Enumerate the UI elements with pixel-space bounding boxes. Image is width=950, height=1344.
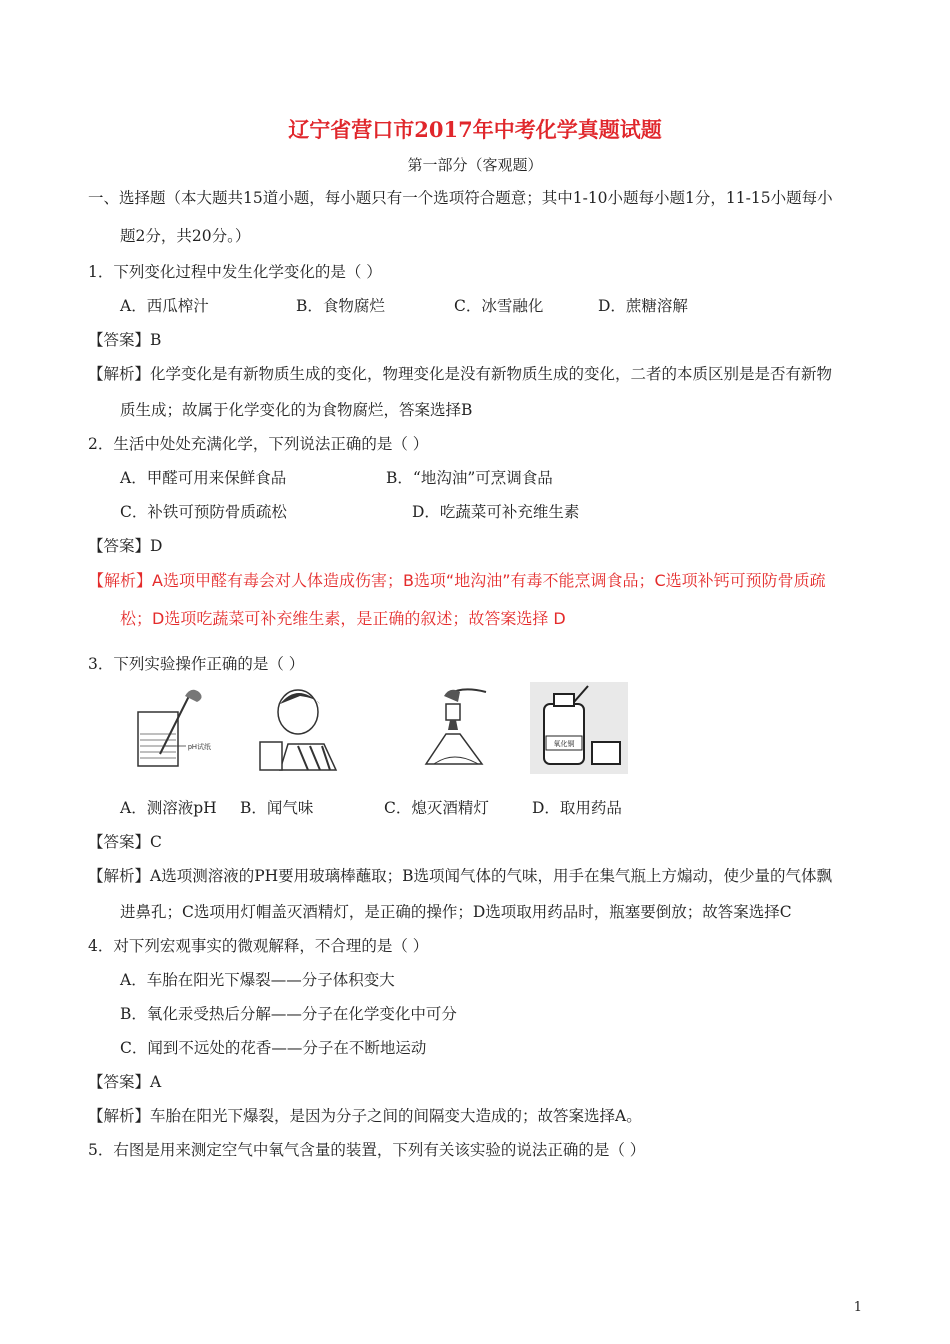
dish — [592, 742, 620, 764]
figure-take-chemical — [530, 682, 628, 774]
q2-option-b: B．“地沟油”可烹调食品 — [386, 469, 553, 487]
q1-option-d: D．蔗糖溶解 — [598, 297, 688, 315]
q3-option-a: A．测溶液pH — [120, 799, 217, 817]
ph-paper-label: pH试纸 — [188, 744, 211, 751]
q2-option-d: D．吃蔬菜可补充维生素 — [412, 503, 580, 521]
q4-option-b: B．氧化汞受热后分解——分子在化学变化中可分 — [120, 1005, 457, 1023]
figure-smell-gas — [258, 684, 348, 774]
q3-answer: 【答案】C — [88, 833, 162, 851]
q1-answer: 【答案】B — [88, 331, 162, 349]
q3-analysis-line2: 进鼻孔；C选项用灯帽盖灭酒精灯，是正确的操作；D选项取用药品时，瓶塞要倒放；故答案选择C — [120, 903, 792, 921]
q4-analysis: 【解析】车胎在阳光下爆裂，是因为分子之间的间隔变大造成的；故答案选择A。 — [88, 1107, 642, 1125]
q2-analysis-line2: 松；D选项吃蔬菜可补充维生素，是正确的叙述；故答案选择 D — [120, 609, 566, 628]
lamp-cap — [446, 704, 460, 720]
q1-option-c: C．冰雪融化 — [454, 297, 544, 315]
section-instructions-line2: 题2分，共20分。） — [120, 227, 251, 245]
q1-option-b: B．食物腐烂 — [296, 297, 385, 315]
q1-option-a: A．西瓜榨汁 — [120, 297, 209, 315]
q4-option-a: A．车胎在阳光下爆裂——分子体积变大 — [120, 971, 395, 989]
gas-bottle — [260, 742, 282, 770]
jar-label: 氧化铜 — [553, 741, 575, 748]
part-heading: 第一部分（客观题） — [407, 156, 543, 174]
q2-answer: 【答案】D — [88, 537, 163, 555]
test-strip — [160, 694, 190, 754]
q3-option-d: D．取用药品 — [532, 799, 622, 817]
page-number: 1 — [853, 1300, 862, 1315]
q2-stem: 2．生活中处处充满化学，下列说法正确的是（ ） — [88, 435, 429, 453]
q5-stem: 5．右图是用来测定空气中氧气含量的装置，下列有关该实验的说法正确的是（ ） — [88, 1141, 646, 1159]
figure-alcohol-lamp — [420, 680, 500, 776]
q4-stem: 4．对下列宏观事实的微观解释，不合理的是（ ） — [88, 937, 429, 955]
page-title: 辽宁省营口市2017年中考化学真题试题 — [288, 117, 662, 142]
q3-stem: 3．下列实验操作正确的是（ ） — [88, 655, 305, 673]
q1-stem: 1．下列变化过程中发生化学变化的是（ ） — [88, 263, 382, 281]
q3-analysis-line1: 【解析】A选项测溶液的PH要用玻璃棒蘸取；B选项闻气体的气味，用手在集气瓶上方煽动，使少量的气体飘 — [88, 867, 833, 885]
q1-analysis-line1: 【解析】化学变化是有新物质生成的变化，物理变化是没有新物质生成的变化，二者的本质区别是是否有新物 — [88, 365, 833, 383]
section-instructions-line1: 一、选择题（本大题共15道小题，每小题只有一个选项符合题意；其中1-10小题每小题1分，11-15小题每小 — [88, 189, 833, 207]
spatula — [574, 686, 588, 702]
q3-option-c: C．熄灭酒精灯 — [384, 799, 489, 817]
q4-option-c: C．闻到不远处的花香——分子在不断地运动 — [120, 1039, 427, 1057]
q2-analysis-line1: 【解析】A选项甲醛有毒会对人体造成伤害；B选项“地沟油”有毒不能烹调食品；C选项补钙可预防骨质疏 — [88, 571, 826, 590]
figure-measure-ph — [130, 684, 230, 774]
q3-option-b: B．闻气味 — [240, 799, 314, 817]
q1-analysis-line2: 质生成；故属于化学变化的为食物腐烂，答案选择B — [120, 401, 473, 419]
q4-answer: 【答案】A — [88, 1073, 162, 1091]
q2-option-c: C．补铁可预防骨质疏松 — [120, 503, 287, 521]
q2-option-a: A．甲醛可用来保鲜食品 — [120, 469, 287, 487]
reagent-jar — [544, 704, 584, 764]
